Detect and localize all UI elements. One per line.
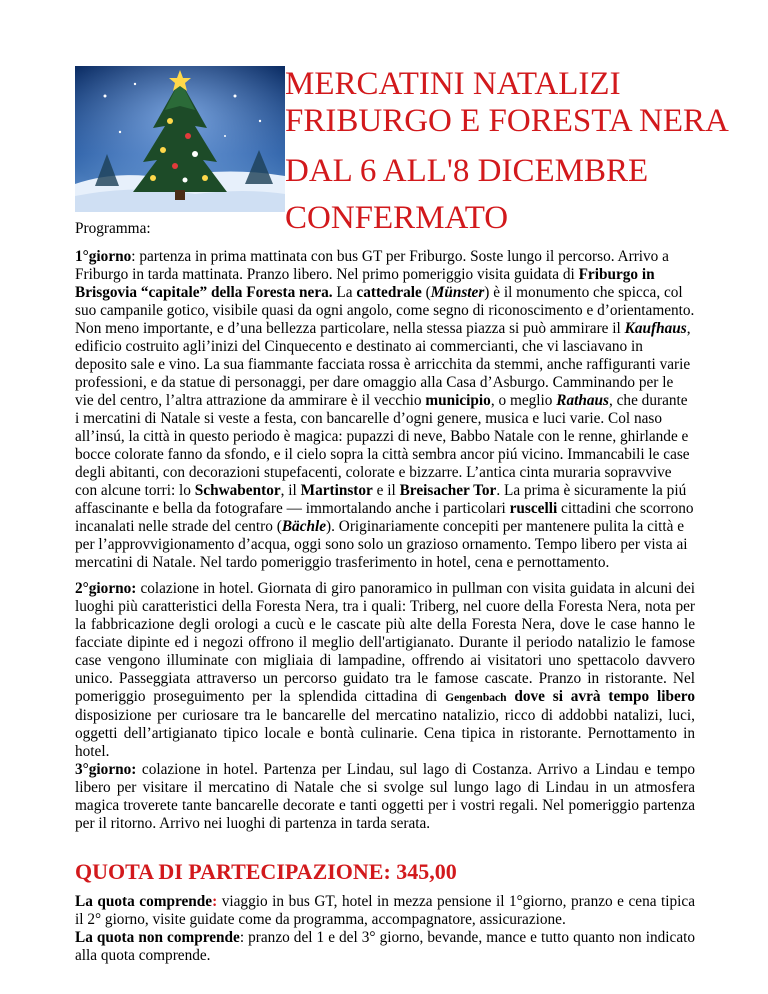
day3-text: colazione in hotel. Partenza per Lindau, sul lago di Costanza. Arrivo a Lindau e tempo libero per visitare il mercatino di Natale che si svolge sul lungo lago di Lindau in un atmosfera magica troverete tante bancarelle decorate e tanti oggetti per i vostri regali. Nel pomeriggio partenza per il ritorno. Arrivo nei luoghi di partenza in tarda serata. — [75, 761, 695, 832]
title-line-2: FRIBURGO E FORESTA NERA — [285, 103, 729, 139]
page-title — [285, 66, 755, 237]
day1-bold-italic: Münster — [430, 284, 485, 301]
day1-bold-italic: Rathaus — [556, 392, 609, 409]
day1-text: cittadini che scorrono incanalati nelle strade del centro ( — [75, 500, 694, 535]
day1-bold: ruscelli — [509, 500, 558, 517]
day1-paragraph — [75, 248, 695, 572]
non-comprende-paragraph — [75, 929, 695, 965]
day2-text: colazione in hotel. Giornata di giro panoramico in pullman con visita guidata in alcuni dei luoghi più caratteristici della Foresta Nera, tra i quali: Triberg, nel cuore della Foresta Nera, nota per la fabbricazione degli orologi a cucù e le cascate più alte della Foresta Nera, dove le case hanno le facciate dipinte ed i negozi offrono il meglio dell'artigianato. Durante il periodo natalizio le famose case vengono illuminate con migliaia di lampadine, offrendo ai visitatori uno spettacolo davvero unico. Passeggiata attraverso un percorso guidato tra le famose cascate. Pranzo in ristorante. Nel pomeriggio proseguimento per la splendida cittadina di — [75, 580, 695, 705]
day1-bold: Schwabentor — [194, 482, 281, 499]
day1-text: e il — [372, 482, 400, 499]
document-body — [75, 220, 695, 965]
day1-bold: Breisacher Tor — [399, 482, 497, 499]
day1-bold: Friburgo in Brisgovia “capitale” della Foresta nera. — [75, 266, 655, 301]
day1-bold-italic: Bächle — [281, 518, 327, 535]
day1-text: , o meglio — [490, 392, 557, 409]
title-line-4: CONFERMATO — [285, 200, 509, 236]
day3-paragraph — [75, 761, 695, 833]
comprende-label: La quota comprende — [75, 893, 213, 910]
christmas-tree-image — [75, 66, 285, 212]
title-line-1: MERCATINI NATALIZI — [285, 66, 621, 102]
day1-bold: cattedrale — [356, 284, 422, 301]
day1-text: ). Originariamente concepiti per mantenere pulita la città e per l’approvvigionamento d’acqua, oggi sono solo un grazioso ornamento. Tempo libero per vista ai mercatini di Natale. Nel tardo pomeriggio trasferimento in hotel, cena e pernottamento. — [75, 518, 688, 571]
programma-label: Programma: — [75, 220, 151, 237]
day1-text: , il — [280, 482, 301, 499]
day1-bold-italic: Kaufhaus — [624, 320, 687, 337]
day1-text: . La prima è sicuramente la piú affascinante e bella da fotografare — immortalando anche i particolari — [75, 482, 687, 517]
day1-text: ( — [421, 284, 431, 301]
comprende-text: viaggio in bus GT, hotel in mezza pensione il 1°giorno, pranzo e cena tipica il 2° giorno, visite guidate come da programma, accompagnatore, assicurazione. — [75, 893, 696, 928]
day1-label: 1°giorno — [75, 248, 132, 265]
comprende-colon: : — [212, 893, 218, 910]
day1-text: , edificio costruito agli’inizi del Cinquecento e destinato ai commercianti, che vi lasciavano in deposito sale e vino. La sua fiammante facciata rossa è arricchita da stemmi, anche raffiguranti varie professioni, e da statue di personaggi, per dare omaggio alla Casa d’Asburgo. Camminando per le vie del centro, l’altra attrazione da ammirare è il vecchio — [75, 320, 691, 409]
day3-label: 3°giorno: — [75, 761, 137, 778]
day1-text: , che durante i mercatini di Natale si veste a festa, con bancarelle d’ogni genere, musica e luci varie. Col naso all’insú, la città in questo periodo è magica: pupazzi di neve, Babbo Natale con le renne, ghirlande e bocce colorate fanno da sfondo, e il cielo sopra la città sembra ancor piú vicino. Immancabili le case degli abitanti, con decorazioni stupefacenti, colorate e bizzarre. L’antica cinta muraria sopravvive con alcune torri: lo — [75, 392, 690, 499]
comprende-paragraph — [75, 893, 695, 929]
day1-bold: Martinstor — [300, 482, 373, 499]
day1-text: : partenza in prima mattinata con bus GT per Friburgo. Soste lungo il percorso. Arrivo a Friburgo in tarda mattinata. Pranzo libero. Nel primo pomeriggio visita guidata di — [75, 248, 669, 283]
quota-heading: QUOTA DI PARTECIPAZIONE: 345,00 — [75, 859, 457, 884]
day1-text: La — [332, 284, 357, 301]
day2-paragraph — [75, 580, 695, 761]
non-comprende-text: : pranzo del 1 e del 3° giorno, bevande, mance e tutto quanto non indicato alla quota comprende. — [75, 929, 696, 964]
day2-label: 2°giorno: — [75, 580, 137, 597]
day2-text: disposizione per curiosare tra le bancarelle del mercatino natalizio, ricco di addobbi natalizi, luci, oggetti dell’artigianato tipico locale e bontà culinarie. Cena tipica in ristorante. Pernottamento in hotel. — [75, 707, 695, 760]
non-comprende-label: La quota non comprende — [75, 929, 240, 946]
day2-town: Gengenbach — [445, 692, 507, 704]
day1-bold: municipio — [425, 392, 491, 409]
day1-text: ) è il monumento che spicca, col suo campanile gotico, visibile quasi da ogni angolo, come segno di riconoscimento e d’orientamento. Non meno importante, e d’una bellezza particolare, nella stessa piazza si può ammirare il — [75, 284, 695, 337]
title-line-3: DAL 6 ALL'8 DICEMBRE — [285, 153, 649, 189]
christmas-tree-icon — [75, 66, 285, 212]
day2-bold: dove si avrà tempo libero — [506, 688, 695, 705]
